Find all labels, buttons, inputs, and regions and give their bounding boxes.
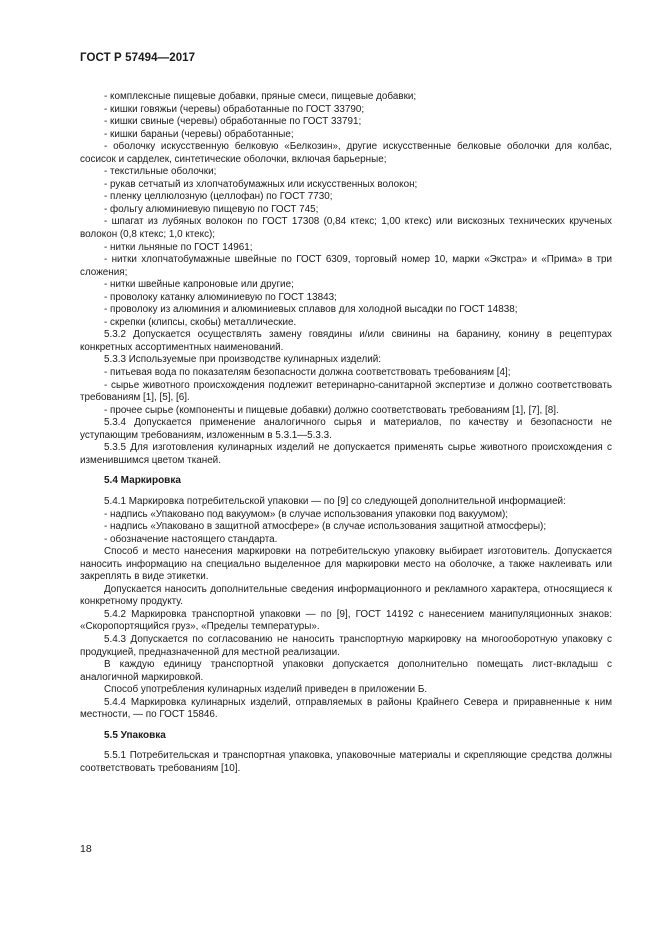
paragraph: 5.4.3 Допускается по согласованию не наносить транспортную маркировку на многооборотную упаковку с продукцией, предназначенной для местной реализации. <box>80 633 612 658</box>
paragraph: 5.4.4 Маркировка кулинарных изделий, отправляемых в районы Крайнего Севера и приравненные к ним местности, — по ГОСТ 15846. <box>80 696 612 721</box>
materials-list <box>80 91 612 467</box>
paragraph: - нитки хлопчатобумажные швейные по ГОСТ 6309, торговый номер 10, марки «Экстра» и «Прима» в три сложения; <box>80 254 612 278</box>
paragraph: - фольгу алюминиевую пищевую по ГОСТ 745; <box>104 203 319 215</box>
paragraph: - обозначение настоящего стандарта. <box>104 533 278 545</box>
paragraph: 5.3.2 Допускается осуществлять замену говядины и/или свинины на баранину, конину в рецептурах конкретных ассортиментных наименований. <box>80 329 612 353</box>
paragraph: - проволоку из алюминия и алюминиевых сплавов для холодной высадки по ГОСТ 14838; <box>104 304 518 316</box>
paragraph: - кишки говяжьи (черевы) обработанные по ГОСТ 33790; <box>104 103 365 115</box>
paragraph: Способ употребления кулинарных изделий приведен в приложении Б. <box>104 684 428 696</box>
paragraph: 5.5.1 Потребительская и транспортная упаковка, упаковочные материалы и скрепляющие средства должны соответствовать требованиям [10]. <box>80 750 612 774</box>
paragraph: - нитки льняные по ГОСТ 14961; <box>104 241 253 253</box>
paragraph: - комплексные пищевые добавки, пряные смеси, пищевые добавки; <box>104 91 417 102</box>
paragraph: - шпагат из лубяных волокон по ГОСТ 17308 (0,84 ктекс; 1,00 ктекс) или вискозных технических крученых волокон (0,8 ктекс; 1,0 ктекс); <box>80 216 612 241</box>
paragraph: - оболочку искусственную белковую «Белкозин», другие искусственные белковые оболочки для колбас, сосисок и сарделек, синтетические оболочки, включая барьерные; <box>80 141 612 165</box>
paragraph: - нитки швейные капроновые или другие; <box>104 279 294 291</box>
page-content <box>80 91 612 775</box>
document-header: ГОСТ Р 57494—2017 <box>80 52 196 64</box>
paragraph: - рукав сетчатый из хлопчатобумажных или искусственных волокон; <box>104 178 418 190</box>
paragraph: - скрепки (клипсы, скобы) металлические. <box>104 316 297 328</box>
paragraph: - кишки свиные (черевы) обработанные по ГОСТ 33791; <box>104 116 362 128</box>
paragraph: - текстильные оболочки; <box>104 166 217 178</box>
section-heading: 5.4 Маркировка <box>104 475 181 487</box>
paragraph: 5.3.4 Допускается применение аналогичного сырья и материалов, по качеству и безопасности не уступающим требованиям, изложенным в 5.3.1—5.3.3. <box>80 417 612 441</box>
section-marking <box>80 496 612 722</box>
paragraph: 5.4.2 Маркировка транспортной упаковки — по [9], ГОСТ 14192 с нанесением манипуляционных знаков: «Скоропортящийся груз», «Пределы температуры». <box>80 608 612 633</box>
paragraph: - кишки бараньи (черевы) обработанные; <box>104 128 294 140</box>
paragraph: - прочее сырье (компоненты и пищевые добавки) должно соответствовать требованиям [1], [7], [8]. <box>104 404 559 416</box>
paragraph: 5.4.1 Маркировка потребительской упаковки — по [9] со следующей дополнительной информацией: <box>104 495 566 507</box>
paragraph: - питьевая вода по показателям безопасности должна соответствовать требованиям [4]; <box>104 367 511 379</box>
paragraph: - сырье животного происхождения подлежит ветеринарно-санитарной экспертизе и должно соответствовать требованиям [1], [5], [6]. <box>80 379 612 404</box>
paragraph: Способ и место нанесения маркировки на потребительскую упаковку выбирает изготовитель. Допускается наносить информацию на специально выделенное для маркировки место на оболочке, а также наклеивать или закреплять в виде этикетки. <box>80 546 612 583</box>
paragraph: Допускается наносить дополнительные сведения информационного и рекламного характера, относящиеся к конкретному продукту. <box>80 583 612 608</box>
page-number: 18 <box>80 843 92 855</box>
paragraph: - пленку целлюлозную (целлофан) по ГОСТ 7730; <box>104 191 333 203</box>
section-heading: 5.5 Упаковка <box>104 729 166 741</box>
paragraph: - проволоку катанку алюминиевую по ГОСТ 13843; <box>104 291 337 303</box>
paragraph: - надпись «Упаковано в защитной атмосфере» (в случае использования защитной атмосферы); <box>104 521 547 533</box>
section-packaging <box>80 750 612 775</box>
paragraph: В каждую единицу транспортной упаковки допускается дополнительно помещать лист-вкладыш с аналогичной маркировкой. <box>80 659 612 683</box>
paragraph: 5.3.3 Используемые при производстве кулинарных изделий: <box>104 354 381 366</box>
paragraph: 5.3.5 Для изготовления кулинарных изделий не допускается применять сырье животного происхождения с изменившимся цветом тканей. <box>80 442 612 466</box>
paragraph: - надпись «Упаковано под вакуумом» (в случае использования упаковки под вакуумом); <box>104 508 509 520</box>
